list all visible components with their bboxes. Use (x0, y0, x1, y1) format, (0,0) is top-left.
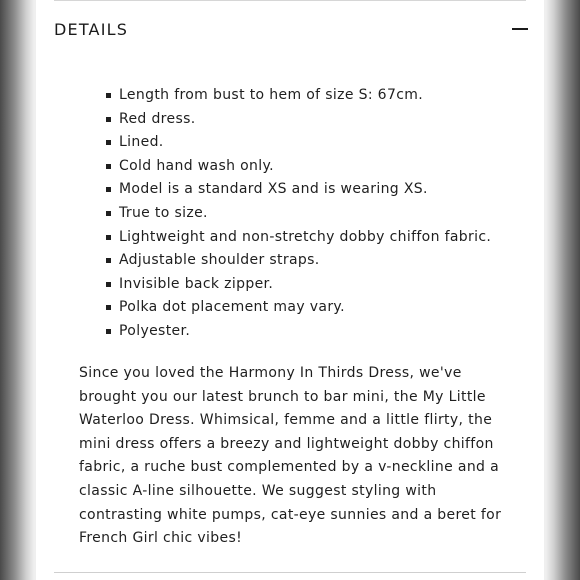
list-item (106, 204, 491, 228)
bullet-icon (106, 164, 111, 169)
product-description (79, 362, 509, 551)
description-line: brought you our latest brunch to bar mini, the My Little (79, 388, 486, 405)
section-title: DETAILS (54, 19, 129, 39)
bullet-icon (106, 258, 111, 263)
list-item-text: Polka dot placement may vary. (119, 299, 345, 316)
bullet-icon (106, 282, 111, 287)
list-item-text: Cold hand wash only. (119, 157, 274, 174)
minus-icon[interactable] (512, 21, 528, 37)
description-line: mini dress offers a breezy and lightweight dobby chiffon (79, 435, 494, 452)
list-item-text: Model is a standard XS and is wearing XS. (119, 181, 428, 198)
list-item (106, 322, 491, 346)
bullet-icon (106, 140, 111, 145)
list-item (106, 110, 491, 134)
feature-list (106, 86, 491, 346)
list-item-text: Red dress. (119, 110, 196, 127)
description-line: Since you loved the Harmony In Thirds Dress, we've (79, 365, 462, 381)
list-item (106, 251, 491, 275)
list-item (106, 228, 491, 252)
list-item (106, 86, 491, 110)
description-line: classic A-line silhouette. We suggest styling with (79, 482, 437, 499)
description-line: French Girl chic vibes! (79, 530, 243, 547)
details-panel (36, 0, 544, 580)
list-item-text: Invisible back zipper. (119, 275, 274, 292)
list-item (106, 180, 491, 204)
bullet-icon (106, 93, 111, 98)
description-line: fabric, a ruche bust complemented by a v-neckline and a (79, 459, 500, 476)
list-item (106, 275, 491, 299)
top-divider (54, 0, 526, 1)
bullet-icon (106, 187, 111, 192)
bullet-icon (106, 305, 111, 310)
list-item-text: True to size. (119, 204, 208, 221)
description-line: Waterloo Dress. Whimsical, femme and a little flirty, the (79, 412, 493, 429)
list-item (106, 157, 491, 181)
bullet-icon (106, 235, 111, 240)
list-item-text: Polyester. (119, 322, 191, 339)
details-header[interactable] (54, 14, 528, 44)
bullet-icon (106, 211, 111, 216)
list-item (106, 133, 491, 157)
bottom-divider (54, 572, 526, 573)
list-item (106, 298, 491, 322)
list-item-text: Length from bust to hem of size S: 67cm. (119, 87, 424, 103)
description-line: contrasting white pumps, cat-eye sunnies and a beret for (79, 506, 502, 523)
list-item-text: Adjustable shoulder straps. (119, 252, 320, 269)
bullet-icon (106, 117, 111, 122)
bullet-icon (106, 329, 111, 334)
list-item-text: Lined. (119, 134, 164, 151)
list-item-text: Lightweight and non-stretchy dobby chiffon fabric. (119, 228, 492, 245)
